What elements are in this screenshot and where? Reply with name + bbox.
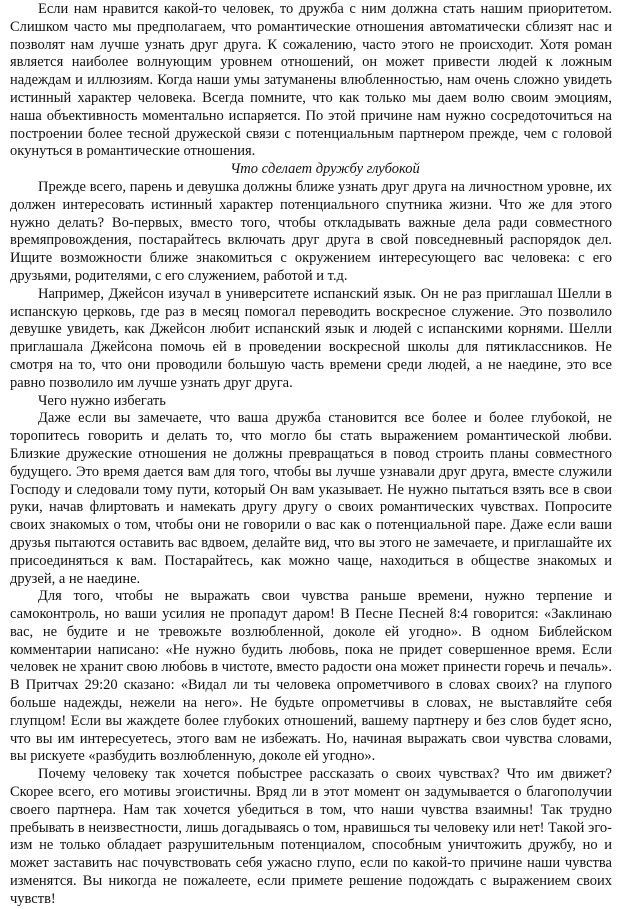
- section-heading-what-to-avoid: Чего нужно избегать: [38, 392, 166, 409]
- paragraph-patience: Для того, чтобы не выражать свои чувства раньше времени, нужно терпение и самоконтроль, но ваши усилия не пропадут даром! В Песне Песней 8:4 говорится: «Заклинаю вас, не будите и не тревожьте возлюбленной, доколе ей угодно». В одном Библейском комментарии написано: «Не нужно будить любовь, пока не придет совершенное время. Если человек не хранит свою любовь в чистоте, вместо радости она может принести горечь и печаль». В Притчах 29:20 сказано: «Видал ли ты человека опрометчивого в словах своих? на глупого больше надежды, нежели на него». Не будьте опрометчивы в словах, не выставляйте себя глупцом! Если вы жаждете более глубоких отношений, вашему партнеру и без слов будет ясно, что вы им интересуетесь, этого вам не избежать. Но, начиная выражать свои чувства словами, вы рискуете «разбудить возлюбленную, доколе ей угодно».: [10, 588, 612, 765]
- paragraph-first-steps: Прежде всего, парень и девушка должны ближе узнать друг друга на личностном уровне, их должен интересовать истинный характер потенциального спутника жизни. Что же для этого нужно делать? Во-первых, вместо того, чтобы откладывать важные дела ради совместного времяпровождения, постарайтесь включать друг друга в свой повседневный распорядок дел. Ищите возможности ближе знакомиться с окружением интересующего вас человека: с его друзьями, родителями, с его служением, работой и т.д.: [10, 178, 612, 284]
- section-heading-deep-friendship: Что сделает дружбу глубокой: [230, 161, 420, 178]
- paragraph-intro: Если нам нравится какой-то человек, то дружба с ним должна стать нашим приоритетом. Слишком часто мы предполагаем, что романтические отношения автоматически сблизят нас и позволят нам лучше узнать друг друга. К сожалению, часто этого не происходит. Хотя роман является наиболее волнующим уровнем отношений, он может привести людей к ложным надеждам и иллюзиям. Когда наши умы затуманены влюбленностью, нам очень сложно увидеть истинный характер человека. Всегда помните, что как только мы даем волю своим эмоциям, наша объективность моментально испаряется. По этой причине нам нужно сосредоточиться на построении более тесной дружеской связи с потенциальным партнером прежде, чем с головой окунуться в романтические отношения.: [10, 1, 612, 160]
- paragraph-avoid-romance: Даже если вы замечаете, что ваша дружба становится все более и более глубокой, не торопитесь говорить и делать то, что могло бы стать выражением романтической любви. Близкие дружеские отношения не должны превращаться в повод строить планы совместного будущего. Это время дается вам для того, чтобы вы лучше узнавали друг друга, вместе служили Господу и следовали тому пути, который Он вам указывает. Не нужно пытаться взять все в свои руки, начав флиртовать и намекать другу другу о своих романтических чувствах. Попросите своих знакомых о том, чтобы они не говорили о вас как о потенциальной паре. Даже если ваши друзья пытаются оставить вас вдвоем, делайте вид, что вы этого не замечаете, и приглашайте их присоединяться к вам. Постарайтесь, как можно чаще, находиться в обществе знакомых и друзей, а не наедине.: [10, 410, 612, 587]
- paragraph-motives: Почему человеку так хочется побыстрее рассказать о своих чувствах? Что им движет? Скорее всего, его мотивы эгоистичны. Вряд ли в этот момент он задумывается о благополучии своего партнера. Нам так хочется убедиться в том, что наши чувства взаимны! Так трудно пребывать в неизвестности, лишь догадываясь о том, нравишься ты человеку или нет! Такой эго-изм не только обладает разрушительным потенциалом, способным уничтожить дружбу, но и может заставить нас почувствовать себя ужасно глупо, если по какой-то причине наши чувства изменятся. Вы никогда не пожалеете, если примете решение подождать с выражением своих чувств!: [10, 766, 612, 907]
- paragraph-example-jason: Например, Джейсон изучал в университете испанский язык. Он не раз приглашал Шелли в испанскую церковь, где раз в месяц помогал переводить воскресное служение. Это позволило девушке увидеть, как Джейсон любит испанский язык и людей с испанскими корнями. Шелли приглашала Джейсона помочь ей в проведении воскресной школы для пятиклассников. Не смотря на то, что они проводили большую часть времени среди людей, а не наедине, это все равно позволило им лучше узнать друг друга.: [10, 285, 612, 391]
- document-page: [10, 1, 612, 909]
